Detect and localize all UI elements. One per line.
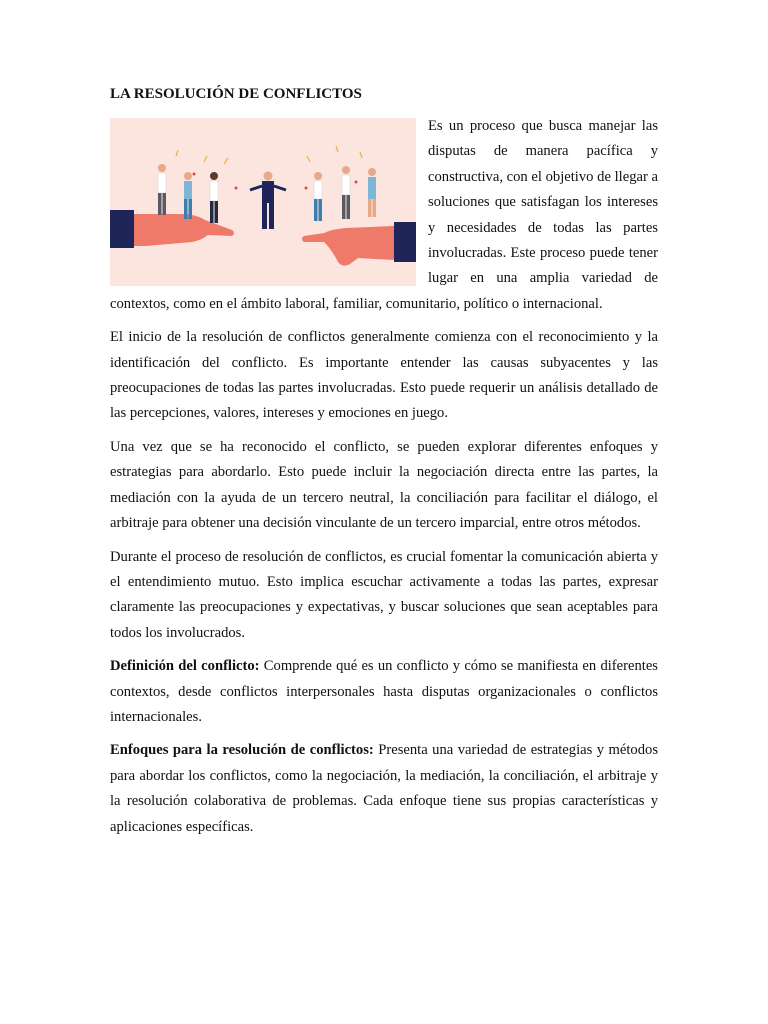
spark-accents-icon bbox=[176, 146, 362, 164]
strategies-lead: Enfoques para la resolución de conflictos: bbox=[110, 742, 374, 759]
document-body bbox=[110, 84, 658, 848]
identification-paragraph: El inicio de la resolución de conflictos generalmente comienza con el reconocimiento y la identificación del conflicto. Es importante entender las causas subyacentes y las preocupaciones de todas las partes involucradas. Esto puede requerir un análisis detallado de las percepciones, valores, intereses y emociones en juego. bbox=[110, 329, 658, 422]
definition-lead: Definición del conflicto: bbox=[110, 658, 260, 675]
intro-paragraph: Es un proceso que busca manejar las disputas de manera pacífica y constructiva, con el objetivo de llegar a soluciones que satisfagan los intereses y necesidades de todas las partes involucradas. Este proceso puede tener lugar en una amplia variedad de contextos, como en el ámbito laboral, familiar, comunitario, político o internacional. bbox=[110, 118, 658, 312]
right-sleeve-icon bbox=[394, 222, 416, 262]
conflict-mediation-illustration bbox=[110, 118, 416, 286]
left-sleeve-icon bbox=[110, 210, 134, 248]
mediator-icon bbox=[250, 172, 286, 230]
right-group-icon bbox=[314, 166, 376, 221]
strategies-paragraph: Enfoques para la resolución de conflictos: Presenta una variedad de estrategias y métodos para abordar los conflictos, como la negociación, la mediación, la conciliación, el arbitraje y la resolución colaborativa de problemas. Cada enfoque tiene sus propias características y aplicaciones específicas. bbox=[110, 742, 658, 835]
conflict-illustration-svg bbox=[110, 118, 416, 286]
document-title: LA RESOLUCIÓN DE CONFLICTOS bbox=[110, 86, 362, 102]
approaches-paragraph: Una vez que se ha reconocido el conflicto, se pueden explorar diferentes enfoques y estrategias para abordarlo. Esto puede incluir la negociación directa entre las partes, la mediación con la ayuda de un tercero neutral, la conciliación para facilitar el diálogo, el arbitraje para obtener una decisión vinculante de un tercero imparcial, entre otros métodos. bbox=[110, 438, 658, 532]
definition-paragraph: Definición del conflicto: Comprende qué es un conflicto y cómo se manifiesta en diferentes contextos, desde conflictos interpersonales hasta disputas organizacionales o conflictos internacionales. bbox=[110, 658, 658, 725]
right-pointing-hand-icon bbox=[302, 226, 394, 266]
communication-paragraph: Durante el proceso de resolución de conflictos, es crucial fomentar la comunicación abierta y el entendimiento mutuo. Esto implica escuchar activamente a todas las partes, expresar claramente las preocupaciones y expectativas, y buscar soluciones que sean aceptables para todos los involucrados. bbox=[110, 548, 658, 641]
